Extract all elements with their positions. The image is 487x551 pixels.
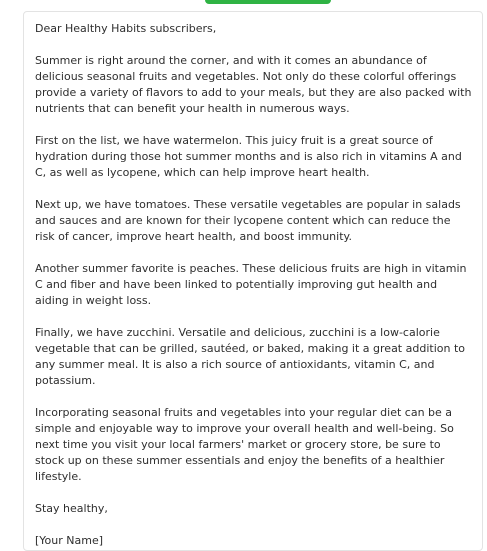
- letter-paragraph-4: Another summer favorite is peaches. These delicious fruits are high in vitamin C and fiber and have been linked to potentially improving gut health and aiding in weight loss.: [35, 262, 467, 307]
- letter-paragraph-2: First on the list, we have watermelon. This juicy fruit is a great source of hydration during those hot summer months and is also rich in vitamins A and C, as well as lycopene, which can help improve heart health.: [35, 134, 462, 179]
- letter-text-area[interactable]: [23, 11, 483, 551]
- letter-paragraph-6: Incorporating seasonal fruits and vegetables into your regular diet can be a simple and enjoyable way to improve your overall health and well-being. So next time you visit your local farmers' market or grocery store, be sure to stock up on these summer essentials and enjoy the benefits of a healthier lifestyle.: [35, 406, 454, 483]
- top-action-button[interactable]: [205, 0, 331, 4]
- letter-closing: Stay healthy,: [35, 502, 108, 515]
- letter-paragraph-5: Finally, we have zucchini. Versatile and delicious, zucchini is a low-calorie vegetable that can be grilled, sautéed, or baked, making it a great addition to any summer meal. It is also a rich source of antioxidants, vitamin C, and potassium.: [35, 326, 465, 387]
- letter-signature: [Your Name]: [35, 534, 104, 547]
- letter-paragraph-3: Next up, we have tomatoes. These versatile vegetables are popular in salads and sauces and are known for their lycopene content which can reduce the risk of cancer, improve heart health, and boost immunity.: [35, 198, 461, 243]
- letter-paragraph-1: Summer is right around the corner, and with it comes an abundance of delicious seasonal fruits and vegetables. Not only do these colorful offerings provide a variety of flavors to add to your meals, but they are also packed with nutrients that can benefit your health in numerous ways.: [35, 54, 472, 115]
- letter-greeting: Dear Healthy Habits subscribers,: [35, 22, 217, 35]
